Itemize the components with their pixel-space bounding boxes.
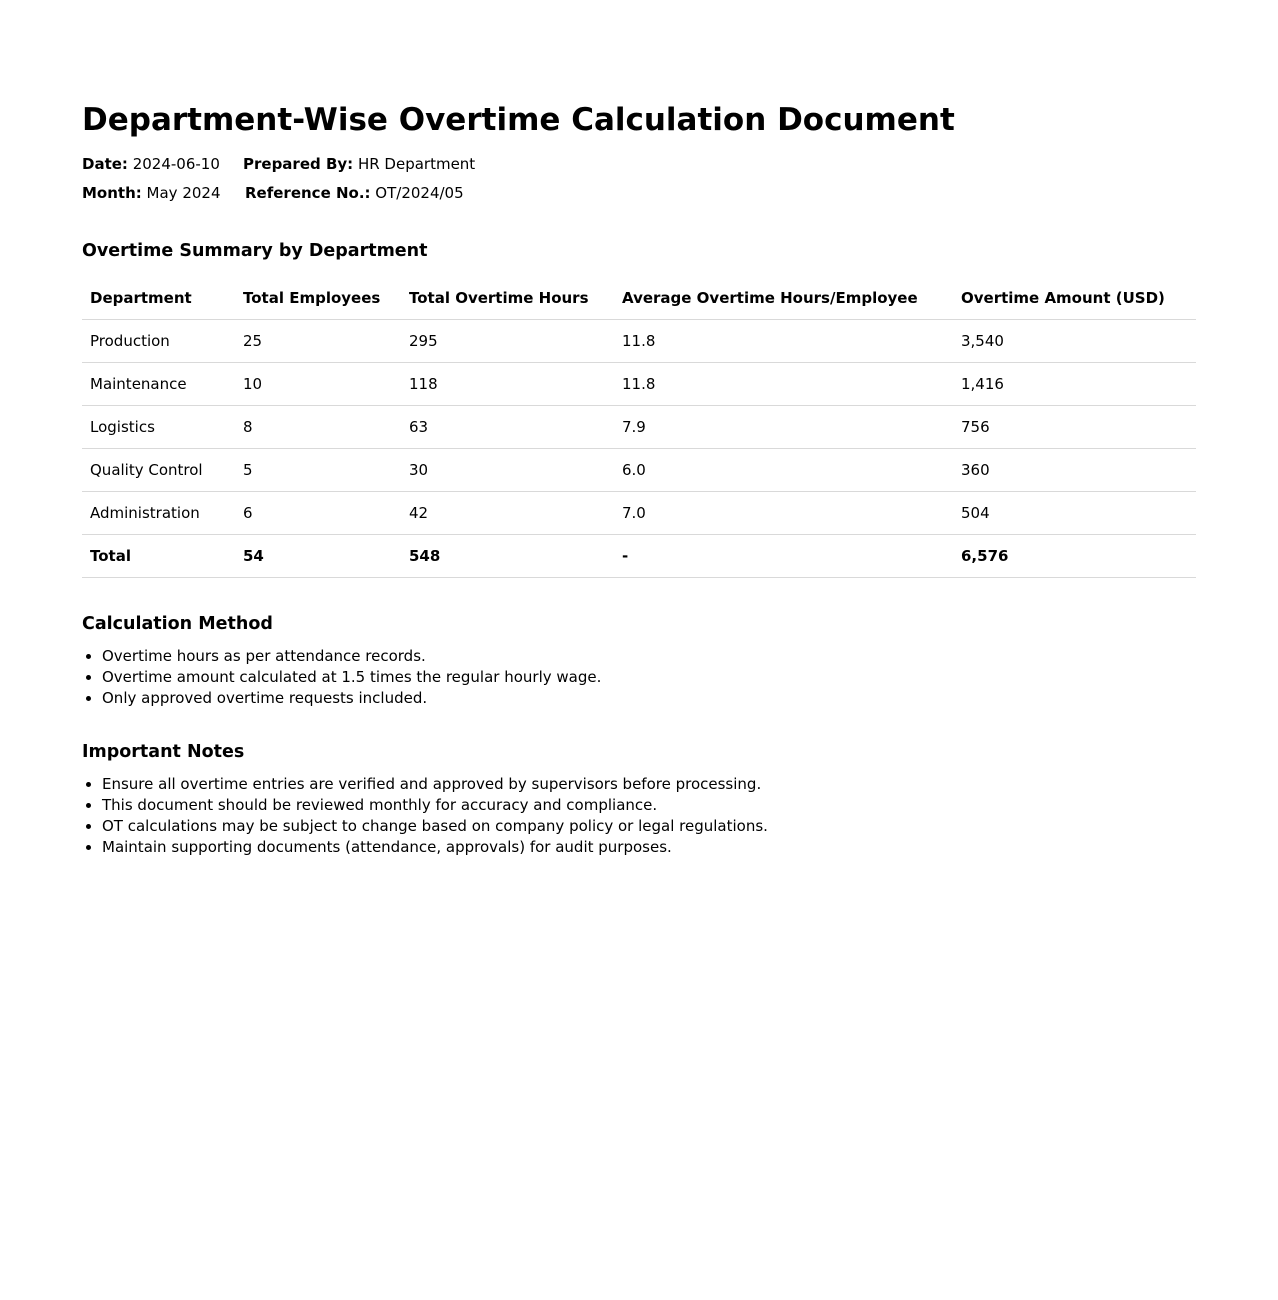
table-cell: 295 — [401, 320, 614, 363]
table-cell: 8 — [235, 406, 401, 449]
table-cell: Quality Control — [82, 449, 235, 492]
notes-list — [82, 774, 1196, 858]
meta-month — [82, 179, 245, 208]
meta-month-value: May 2024 — [146, 184, 221, 202]
meta-prepared-value: HR Department — [357, 155, 476, 173]
table-row — [82, 320, 1196, 363]
meta-date-value: 2024-06-10 — [132, 155, 220, 173]
table-cell: 504 — [953, 492, 1196, 535]
table-cell: 1,416 — [953, 363, 1196, 406]
table-cell: 42 — [401, 492, 614, 535]
table-cell: 756 — [953, 406, 1196, 449]
column-header: Overtime Amount (USD) — [953, 277, 1196, 320]
table-cell: Total — [82, 535, 235, 578]
meta-prepared — [243, 150, 475, 179]
table-cell: 548 — [401, 535, 614, 578]
meta-prepared-label: Prepared By: — [243, 155, 354, 173]
table-cell: Production — [82, 320, 235, 363]
table-cell: 360 — [953, 449, 1196, 492]
list-item: • Overtime amount calculated at 1.5 times the regular hourly wage. — [102, 667, 1196, 688]
list-item: • This document should be reviewed monthly for accuracy and compliance. — [102, 795, 1196, 816]
meta-row-2 — [82, 179, 1196, 208]
list-item: • Overtime hours as per attendance records. — [102, 646, 1196, 667]
table-cell: Administration — [82, 492, 235, 535]
meta-date-label: Date: — [82, 155, 128, 173]
meta-reference-value: OT/2024/05 — [375, 184, 464, 202]
meta-month-label: Month: — [82, 184, 142, 202]
table-row — [82, 449, 1196, 492]
list-item: • OT calculations may be subject to change based on company policy or legal regulations. — [102, 816, 1196, 837]
table-header-row — [82, 277, 1196, 320]
table-total-row — [82, 535, 1196, 578]
table-cell: 6,576 — [953, 535, 1196, 578]
table-row — [82, 363, 1196, 406]
table-cell: 54 — [235, 535, 401, 578]
column-header: Total Overtime Hours — [401, 277, 614, 320]
meta-reference — [245, 179, 464, 208]
table-cell: 10 — [235, 363, 401, 406]
table-cell: 30 — [401, 449, 614, 492]
table-cell: 5 — [235, 449, 401, 492]
table-cell: 11.8 — [614, 363, 953, 406]
table-cell: Maintenance — [82, 363, 235, 406]
list-item: • Ensure all overtime entries are verified and approved by supervisors before processing. — [102, 774, 1196, 795]
meta-row-1 — [82, 150, 1196, 179]
table-cell: 11.8 — [614, 320, 953, 363]
table-cell: 63 — [401, 406, 614, 449]
column-header: Department — [82, 277, 235, 320]
column-header: Total Employees — [235, 277, 401, 320]
overtime-summary-table — [82, 277, 1196, 578]
table-cell: 6 — [235, 492, 401, 535]
table-row — [82, 492, 1196, 535]
list-item: • Maintain supporting documents (attendance, approvals) for audit purposes. — [102, 837, 1196, 858]
meta-date — [82, 150, 243, 179]
table-cell: 118 — [401, 363, 614, 406]
table-cell: 3,540 — [953, 320, 1196, 363]
table-cell: 6.0 — [614, 449, 953, 492]
method-list — [82, 646, 1196, 709]
meta-reference-label: Reference No.: — [245, 184, 371, 202]
list-item: • Only approved overtime requests included. — [102, 688, 1196, 709]
document-title: Department-Wise Overtime Calculation Document — [82, 102, 955, 138]
table-row — [82, 406, 1196, 449]
document-meta — [82, 150, 1196, 208]
table-cell: Logistics — [82, 406, 235, 449]
column-header: Average Overtime Hours/Employee — [614, 277, 953, 320]
method-heading: Calculation Method — [82, 614, 273, 634]
table-cell: - — [614, 535, 953, 578]
table-cell: 7.9 — [614, 406, 953, 449]
table-cell: 7.0 — [614, 492, 953, 535]
table-cell: 25 — [235, 320, 401, 363]
notes-heading: Important Notes — [82, 742, 245, 762]
summary-heading: Overtime Summary by Department — [82, 241, 428, 261]
